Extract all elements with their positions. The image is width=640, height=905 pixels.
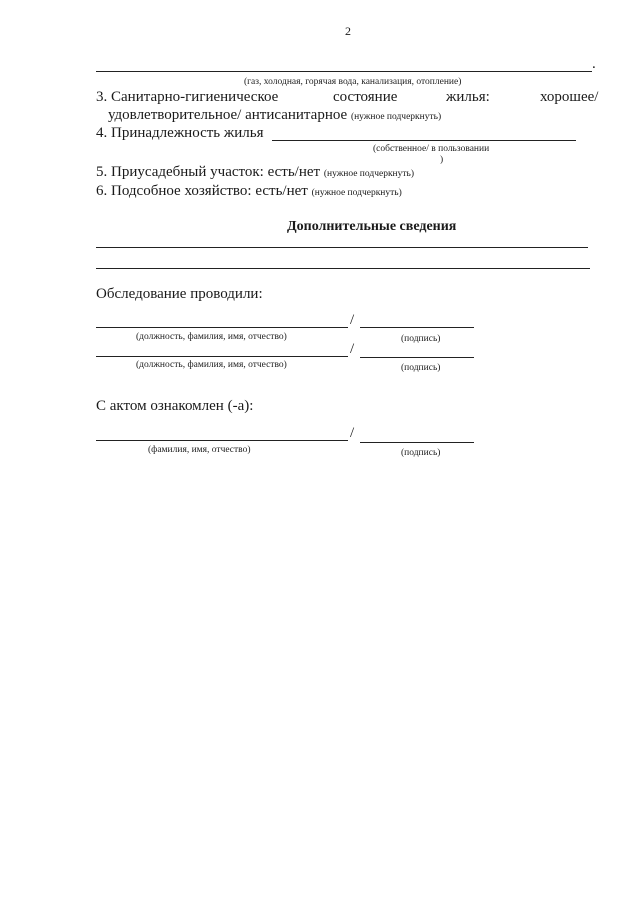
inspector2-name-line xyxy=(96,356,348,357)
inspector1-sign-line xyxy=(360,327,474,328)
item4-caption: (собственное/ в пользовании xyxy=(373,144,490,154)
item3-note: (нужное подчеркнуть) xyxy=(350,112,442,122)
inspector2-sign-line xyxy=(360,357,474,358)
inspector1-sign-caption: (подпись) xyxy=(401,334,441,344)
item6-note: (нужное подчеркнуть) xyxy=(311,188,402,198)
acquainted-label: С актом ознакомлен (-а): xyxy=(96,398,254,414)
item3-label: 3. Санитарно-гигиеническое xyxy=(96,89,279,105)
inspector2-caption: (должность, фамилия, имя, отчество) xyxy=(136,360,287,370)
inspector2-slash: / xyxy=(350,341,355,357)
utilities-caption: (газ, холодная, горячая вода, канализация, отопление) xyxy=(244,77,462,87)
item4-label: 4. Принадлежность жилья xyxy=(96,125,264,141)
utilities-line-end: . xyxy=(592,56,596,72)
page-number: 2 xyxy=(345,24,351,38)
item6-label: 6. Подсобное хозяйство: есть/нет xyxy=(96,183,308,199)
acquainted-slash: / xyxy=(350,425,355,441)
item3-state-word: состояние xyxy=(333,89,398,105)
inspector1-slash: / xyxy=(350,312,355,328)
inspection-label: Обследование проводили: xyxy=(96,286,263,302)
additional-line-2 xyxy=(96,268,590,269)
item5-row xyxy=(96,164,414,181)
inspector2-sign-caption: (подпись) xyxy=(401,363,441,373)
utilities-line xyxy=(96,71,592,72)
item5-label: 5. Приусадебный участок: есть/нет xyxy=(96,164,321,180)
additional-heading: Дополнительные сведения xyxy=(287,219,457,234)
item4-caption-close: ) xyxy=(440,155,444,165)
acquainted-sign-caption: (подпись) xyxy=(401,448,441,458)
acquainted-name-line xyxy=(96,440,348,441)
item3-options-line2 xyxy=(108,107,441,124)
item4-line xyxy=(272,140,576,141)
inspector1-caption: (должность, фамилия, имя, отчество) xyxy=(136,332,287,342)
item5-note: (нужное подчеркнуть) xyxy=(323,169,415,179)
inspector1-name-line xyxy=(96,327,348,328)
item6-row xyxy=(96,183,402,200)
item3-options-text: удовлетворительное/ антисанитарное xyxy=(108,107,348,123)
item3-housing-word: жилья: xyxy=(446,89,490,105)
additional-line-1 xyxy=(96,247,588,248)
item3-option-good: хорошее/ xyxy=(540,89,599,105)
acquainted-sign-line xyxy=(360,442,474,443)
acquainted-caption: (фамилия, имя, отчество) xyxy=(148,445,251,455)
